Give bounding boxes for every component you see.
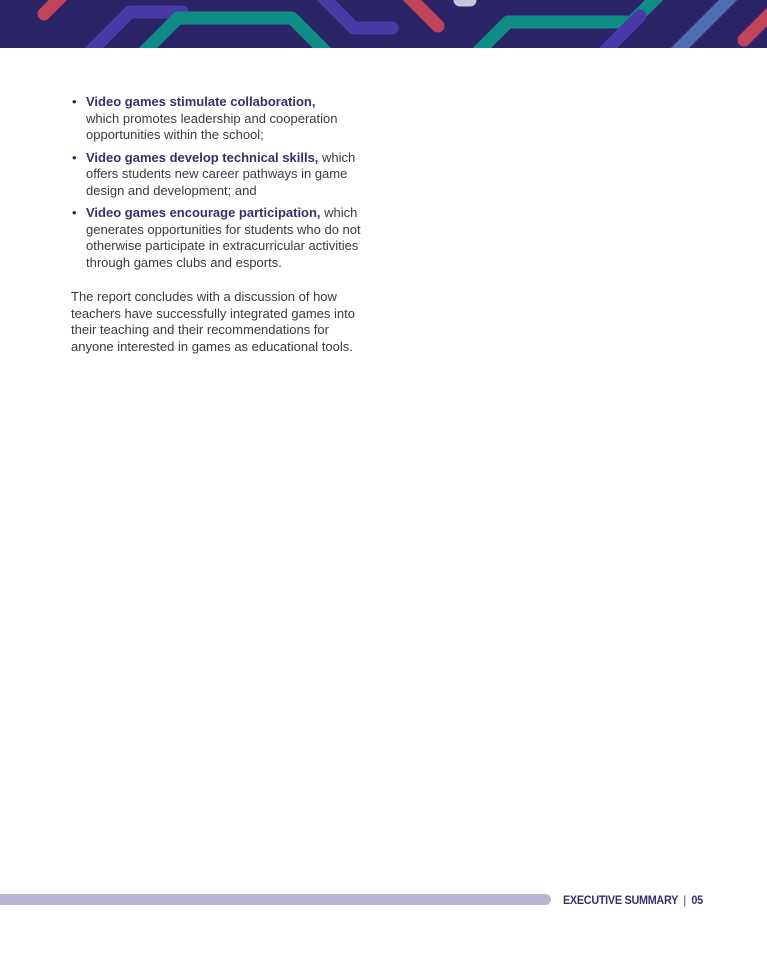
bullet-dot-icon: • [72,149,77,165]
page-content [71,94,371,355]
bullet-lead: Video games stimulate collaboration, [86,94,316,109]
list-item [71,94,371,144]
page-number: 05 [691,893,703,907]
decorative-header-banner [0,0,767,48]
bullet-dot-icon: • [72,94,77,109]
footer-bar [0,894,551,905]
footer-section-title: EXECUTIVE SUMMARY [563,893,679,907]
footer-separator: | [683,893,686,907]
bullet-text: which generates opportunities for students who do not otherwise participate in extracurricular activities through games clubs and esports. [86,205,361,270]
list-item [71,150,371,200]
bullet-text: which promotes leadership and cooperation opportunities within the school; [86,110,338,142]
bullet-lead: Video games encourage participation, [86,205,321,220]
footer-label [563,893,703,908]
list-item [71,205,371,271]
conclusion-paragraph: The report concludes with a discussion of how teachers have successfully integrated games into their teaching and their recommendations for anyone interested in games as educational tools. [71,289,355,354]
bullet-dot-icon: • [72,205,77,220]
key-findings-list [71,94,371,271]
bullet-lead: Video games develop technical skills, [86,149,319,165]
bullet-text: which offers students new career pathways in game design and development; and [86,149,356,198]
